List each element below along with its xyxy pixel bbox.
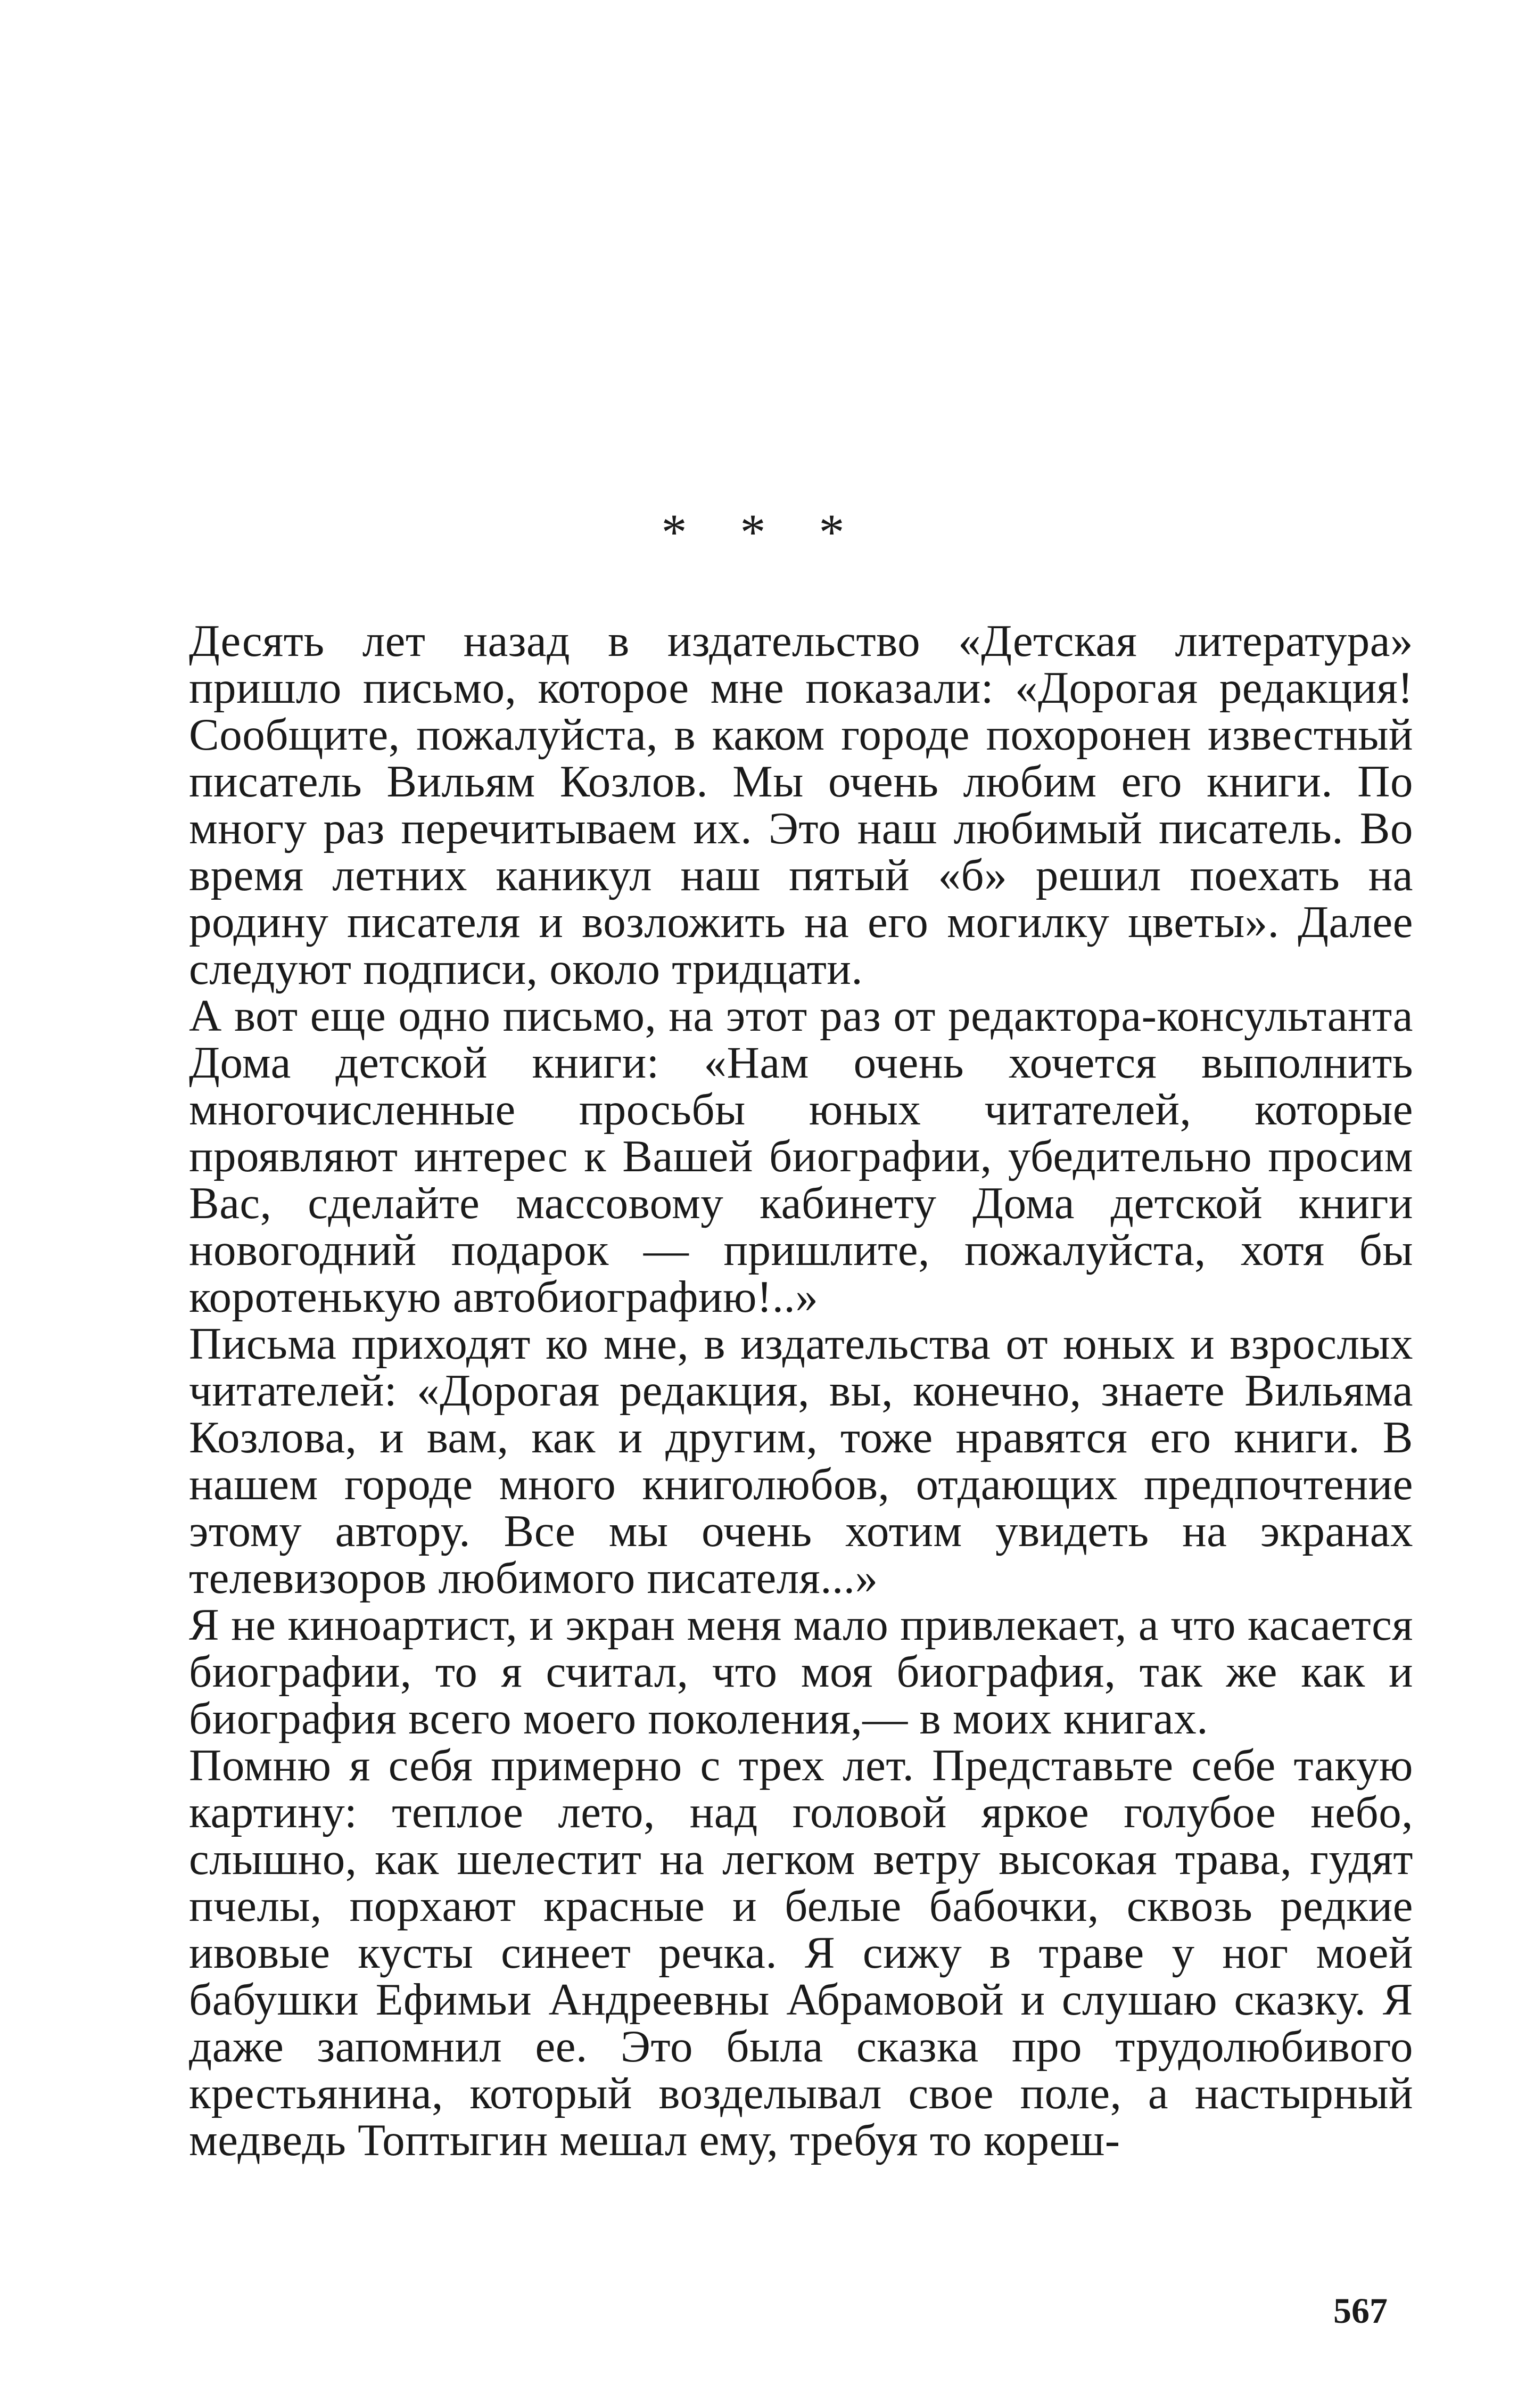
paragraph-2: А вот еще одно письмо, на этот раз от редактора-консультанта Дома детской книги: «Нам очень хочется выполнить многочисленные просьбы юных читателей, которые проявляют интерес к Вашей биографии, убедительно просим Вас, сделайте массовому кабинету Дома детской книги новогодний подарок — пришлите, пожалуйста, хотя бы коротенькую автобиографию!..» (189, 991, 1413, 1322)
paragraph-1: Десять лет назад в издательство «Детская литература» пришло письмо, которое мне показали: «Дорогая редакция! Сообщите, пожалуйста, в каком городе похоронен известный писатель Вильям Козлов. Мы очень любим его книги. По многу раз перечитываем их. Это наш любимый писатель. Во время летних каникул наш пятый «б» решил поехать на родину писателя и возложить на его могилку цветы». Далее следуют подписи, около тридцати. (189, 616, 1413, 994)
page-number: 567 (1333, 2290, 1388, 2331)
paragraph-4: Я не киноартист, и экран меня мало привлекает, а что касается биографии, то я считал, что моя биография, так же как и биография всего моего поколения,— в моих книгах. (189, 1600, 1413, 1744)
paragraph-3: Письма приходят ко мне, в издательства от юных и взрослых читателей: «Дорогая редакция, вы, конечно, знаете Вильяма Козлова, и вам, как и другим, тоже нравятся его книги. В нашем городе много книголюбов, отдающих предпочтение этому автору. Все мы очень хотим увидеть на экранах телевизоров любимого писателя...» (189, 1319, 1413, 1603)
section-separator: * * * (661, 504, 865, 561)
body-text (189, 618, 1413, 2164)
paragraph-5: Помню я себя примерно с трех лет. Представьте себе такую картину: теплое лето, над головой яркое голубое небо, слышно, как шелестит на легком ветру высокая трава, гудят пчелы, порхают красные и белые бабочки, сквозь редкие ивовые кусты синеет речка. Я сижу в траве у ног моей бабушки Ефимьи Андреевны Абрамовой и слушаю сказку. Я даже запомнил ее. Это была сказка про трудолюбивого крестьянина, который возделывал свое поле, а настырный медведь Топтыгин мешал ему, требуя то кореш- (189, 1740, 1413, 2165)
